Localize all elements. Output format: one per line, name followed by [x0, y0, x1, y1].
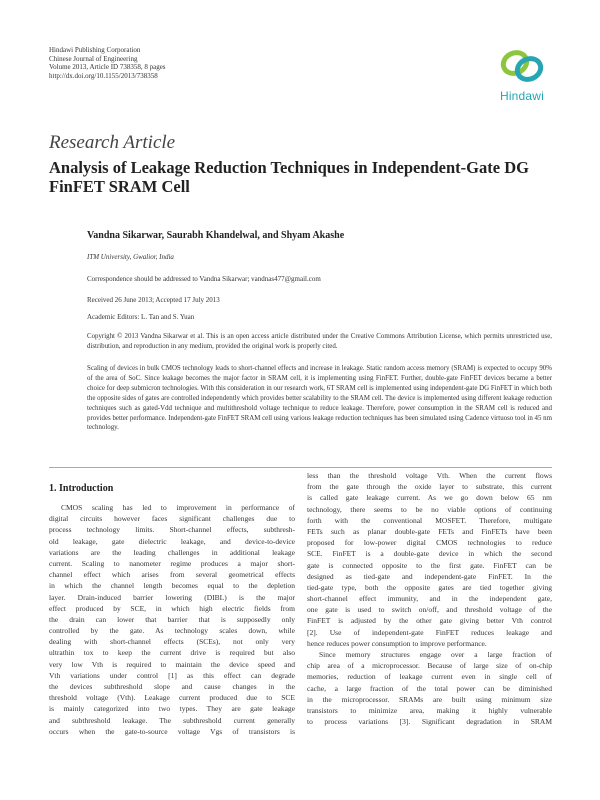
affiliation: ITM University, Gwalior, India: [87, 253, 174, 261]
text-line: technology, there seems to be no viable options of continuing: [307, 504, 552, 514]
journal-name: Chinese Journal of Engineering: [49, 54, 138, 63]
text-line: channel effect which arises from several geometrical effects: [49, 570, 295, 580]
text-line: the devices subthreshold slope and cause changes in the: [49, 682, 295, 691]
logo-text: Hindawi: [499, 89, 545, 103]
text-line: less than the threshold voltage Vth. When the current flows: [307, 471, 552, 480]
text-line: Vth variations under control [1] as this effect can degrade: [49, 670, 295, 680]
text-line: [2]. Use of independent-gate FinFET reduces leakage and: [307, 627, 552, 637]
text-line: in which the channel length becomes equal to the depletion: [49, 581, 295, 591]
text-line: is mainly categorized into two types. They are gate leakage: [49, 704, 295, 714]
publisher-line: Hindawi Publishing Corporation: [49, 46, 141, 54]
publisher-logo: [492, 46, 552, 110]
paper-title: Analysis of Leakage Reduction Techniques in Independent-Gate DG FinFET SRAM Cell: [49, 158, 529, 196]
text-line: the drain can lower that barrier that is supposedly only: [49, 614, 295, 624]
text-line: short-channel effect immunity, and in the independent gate,: [307, 594, 552, 604]
text-line: proposed for low-power digital CMOS technologies to reduce: [307, 538, 552, 548]
received-accepted-dates: Received 26 June 2013; Accepted 17 July 2013: [87, 296, 220, 304]
text-line: ultrathin tox to keep the current drive is required but also: [49, 648, 295, 658]
text-line: designed as tied-gate and independent-gate FinFET. In the: [307, 571, 552, 581]
text-line: effect produced by SCE, in which high electric fields from: [49, 603, 295, 613]
author-list: Vandna Sikarwar, Saurabh Khandelwal, and Shyam Akashe: [87, 230, 345, 241]
text-line: chip area of a microprocessor. Because of large size of on-chip: [307, 661, 552, 671]
body-column-left: [49, 502, 295, 737]
text-line: CMOS scaling has led to improvement in performance of: [61, 503, 295, 512]
text-line: old leakage, gate dielectric leakage, and device-to-device: [49, 536, 295, 546]
article-type: Research Article: [49, 132, 176, 153]
text-line: memories, reduction of leakage current even in single cell of: [307, 672, 552, 682]
volume-line: Volume 2013, Article ID 738358, 8 pages: [49, 63, 166, 72]
text-line: threshold voltage (Vth). Leakage current produced due to SCE: [49, 693, 295, 703]
correspondence: Correspondence should be addressed to Vandna Sikarwar; vandnas477@gmail.com: [87, 275, 321, 283]
text-line: current. Scaling to nanometer regime produces a major short-: [49, 558, 295, 568]
journal-header: [49, 46, 166, 80]
text-line: in the microprocessor. SRAMs are built using minimum size: [307, 694, 552, 704]
text-line: very low Vth is required to maintain the device speed and: [49, 659, 295, 669]
section-divider: [49, 467, 552, 468]
text-line: from the gate through the oxide layer to substrate, this current: [307, 482, 552, 492]
text-line: process technology limits. Short-channel effects, subthresh-: [49, 525, 295, 535]
text-line: cache, a large fraction of the total power can be diminished: [307, 683, 552, 693]
text-line: is called gate leakage current. As we go down below 65 nm: [307, 493, 552, 503]
text-line: controlled by the gate. As technology scales down, while: [49, 626, 295, 636]
text-line: hence reduces power consumption to improve performance.: [307, 638, 487, 648]
doi-link[interactable]: http://dx.doi.org/10.1155/2013/738358: [49, 71, 158, 80]
text-line: FinFET is adjusted by the other gate giving better Vth control: [307, 616, 552, 626]
text-line: dealing with short-channel effects (SCEs), not only very: [49, 637, 295, 647]
text-line: transistors to minimize area, making it highly vulnerable: [307, 705, 552, 715]
abstract: Scaling of devices in bulk CMOS technology leads to short-channel effects and increase in leakage. Static random access memory (SRAM) is expected to occupy 90% of the area of SoC. Since leakage becomes the major factor in SRAM cell, it is implementing using FinFET. Further, double-gate FinFET devices became a better choice for deep submicron technologies. With this consideration in our research work, 6T SRAM cell is implemented using independent-gate DG FinFET in which both the opposite sides of gates are controlled independently which provides better scalability to the SRAM cell. The device is implemented using different leakage reduction techniques such as gated-Vdd technique and multithreshold voltage technique to reduce leakage. Therefore, power consumption in the SRAM cell is reduced and provides better performance. Independent-gate FinFET SRAM cell using various leakage reduction techniques has been simulated using Cadence virtuoso tool in 45 nm technology.: [87, 365, 552, 432]
copyright-notice: Copyright © 2013 Vandna Sikarwar et al. This is an open access article distributed under the Creative Commons Attribution License, which permits unrestricted use, distribution, and reproduction in any medium, provided the original work is properly cited.: [87, 333, 552, 350]
text-line: gate is connected opposite to the first gate. FinFET can be: [307, 560, 552, 570]
section-heading-introduction: 1. Introduction: [49, 483, 114, 494]
text-line: FETs such as planar double-gate FETs and FinFETs have been: [307, 526, 552, 536]
text-line: to process variations [3]. Significant degradation in SRAM: [307, 717, 552, 727]
text-line: layer. Drain-induced barrier lowering (DIBL) is the major: [49, 592, 295, 602]
text-line: Since memory structures engage over a large fraction of: [319, 650, 552, 659]
text-line: variations are the leading challenges in additional leakage: [49, 547, 295, 557]
text-line: SCE. FinFET is a double-gate device in which the second: [307, 549, 552, 559]
academic-editors: Academic Editors: L. Tan and S. Yuan: [87, 313, 195, 321]
body-column-right: [307, 470, 552, 727]
text-line: forth with the conventional MOSFET. Therefore, multigate: [307, 515, 552, 525]
text-line: occurs when the gate-to-source voltage Vgs of transistors is: [49, 726, 295, 736]
text-line: tied-gate type, both the opposite gates are tied together giving: [307, 582, 552, 592]
text-line: digital circuits however faces significant challenges due to: [49, 514, 295, 524]
text-line: and subthreshold leakage. The subthreshold current generally: [49, 715, 295, 725]
hindawi-logo-icon: [497, 46, 547, 90]
text-line: one gate is used to switch on/off, and threshold voltage of the: [307, 605, 552, 615]
